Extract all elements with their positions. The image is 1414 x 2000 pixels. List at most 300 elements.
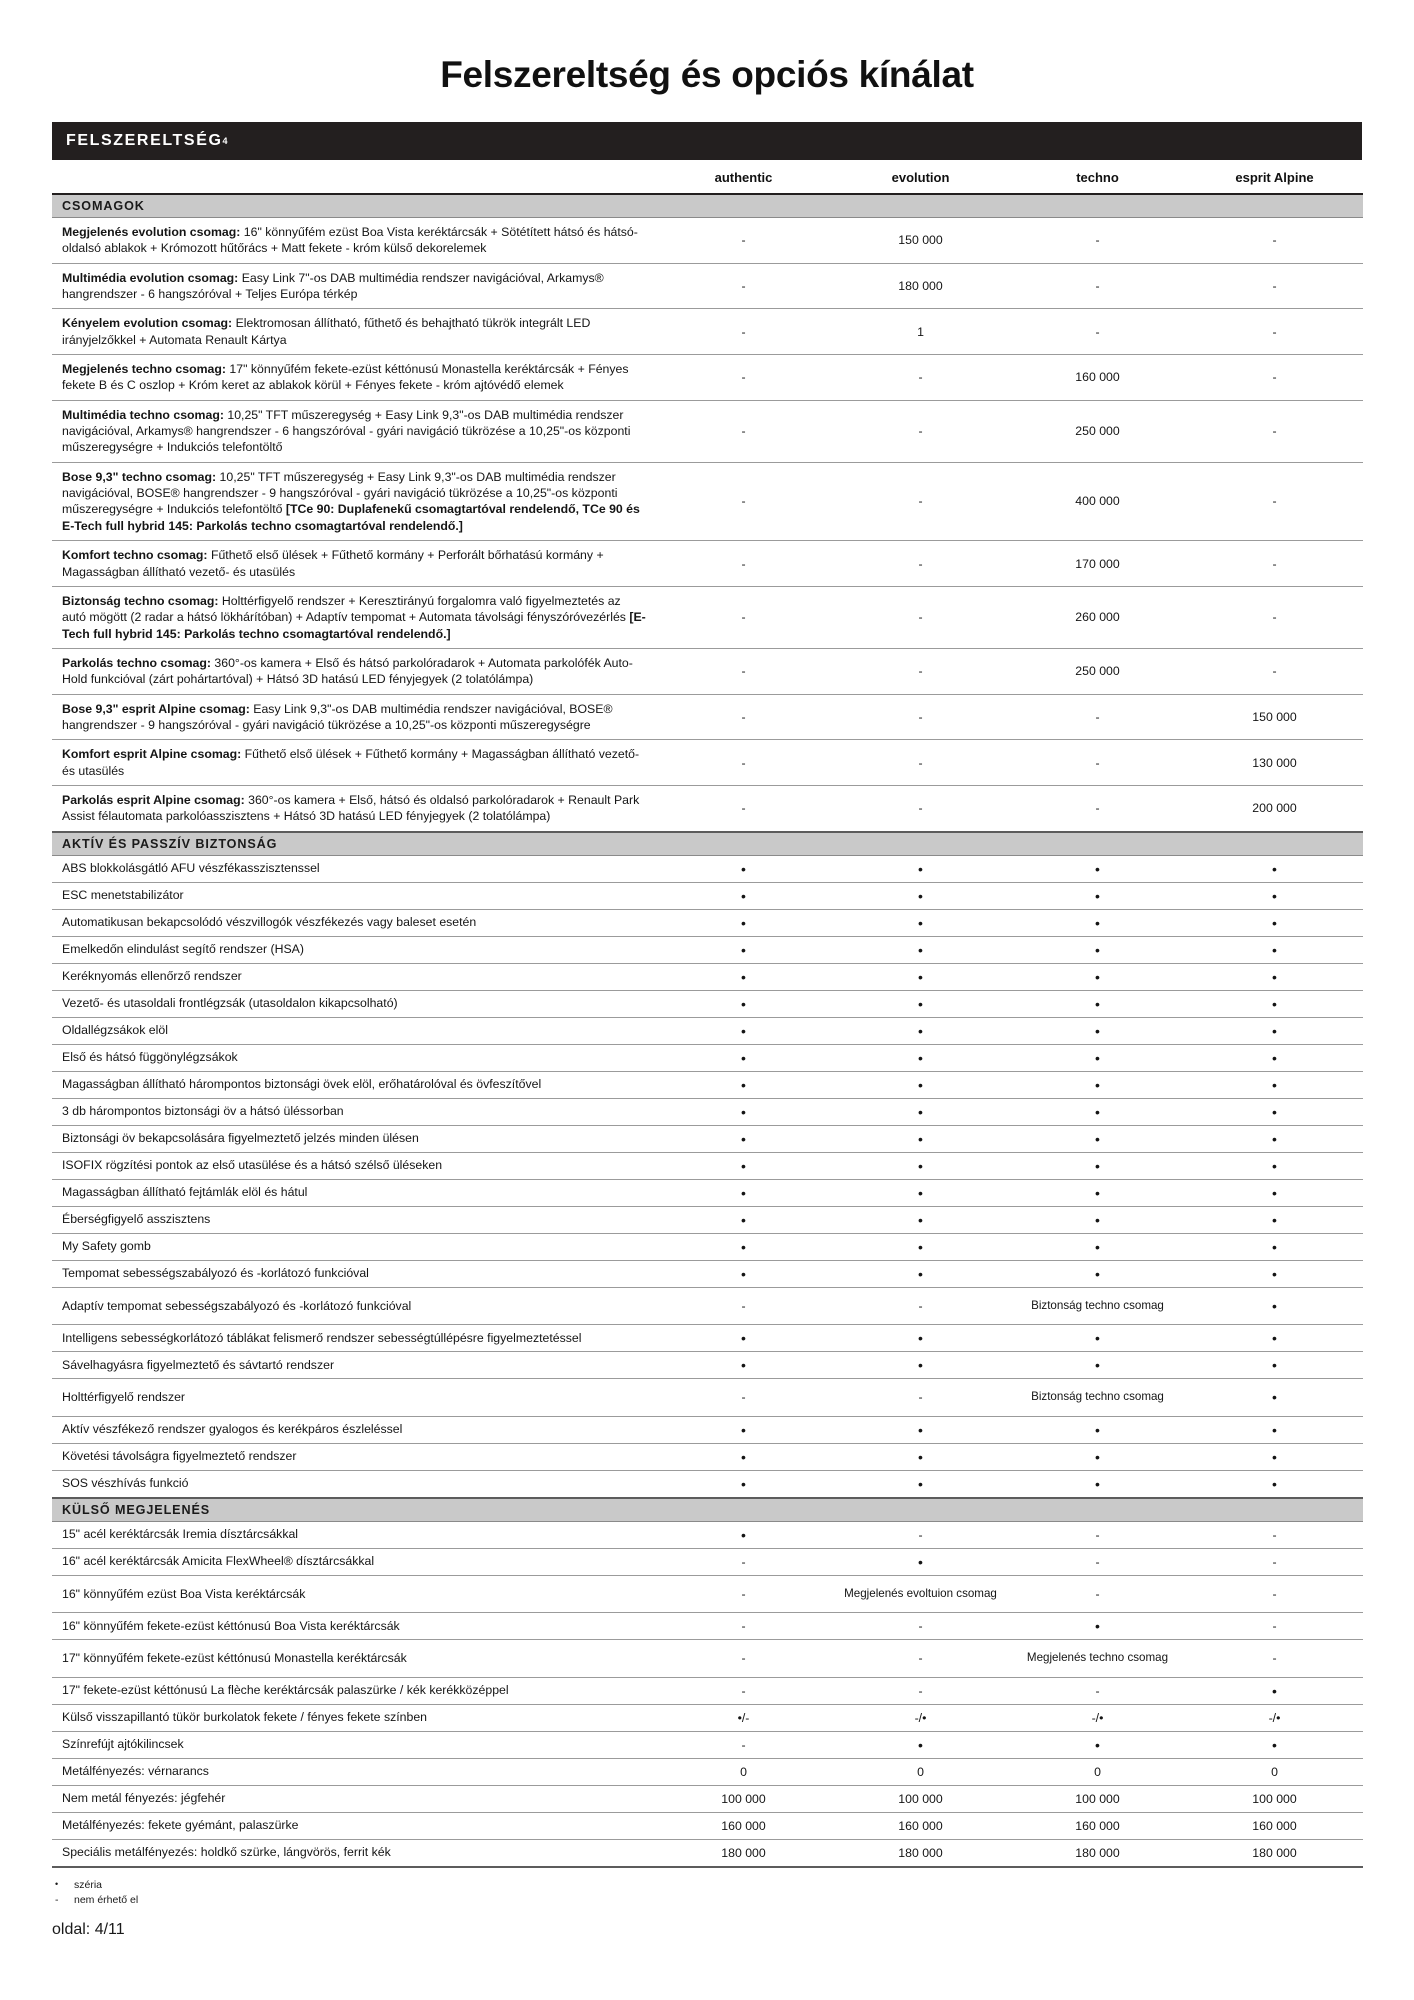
value-evolution: -: [832, 1287, 1009, 1324]
value-authentic: 180 000: [655, 1839, 832, 1867]
value-evolution: -: [832, 400, 1009, 462]
table-row: [52, 1352, 1363, 1379]
feature-description: Parkolás techno csomag: 360°-os kamera + Első és hátsó parkolóradarok + Automata parkolófék Auto-Hold funkcióval (zárt pohártartóval) + Hátsó 3D hatású LED fényjegyek (2 tolatólámpa): [52, 648, 655, 694]
value-authentic: -: [655, 1677, 832, 1704]
feature-description: Oldallégzsákok elöl: [52, 1017, 655, 1044]
value-esprit-alpine: •: [1186, 963, 1363, 990]
table-row: [52, 1613, 1363, 1640]
dash-symbol-icon: -: [55, 1894, 59, 1907]
column-header-description: [52, 160, 655, 194]
feature-name: Kényelem evolution csomag:: [62, 316, 233, 331]
value-techno: -: [1009, 218, 1186, 264]
feature-note: [TCe 90: Duplafenekű csomagtartóval rendelendő, TCe 90 és E-Tech full hybrid 145: Parkolás techno csomagtartóval rendelendő.]: [62, 502, 640, 533]
value-authentic: -: [655, 462, 832, 540]
value-evolution: •: [832, 1071, 1009, 1098]
value-techno: •: [1009, 963, 1186, 990]
value-techno: 100 000: [1009, 1785, 1186, 1812]
legend-unavailable-label: nem érhető el: [74, 1894, 139, 1907]
value-techno: •: [1009, 1071, 1186, 1098]
table-row: [52, 1125, 1363, 1152]
value-esprit-alpine: -: [1186, 541, 1363, 587]
value-techno: 170 000: [1009, 541, 1186, 587]
table-row: [52, 1812, 1363, 1839]
table-row: [52, 936, 1363, 963]
feature-description: Metálfényezés: fekete gyémánt, palaszürke: [52, 1812, 655, 1839]
value-evolution: •: [832, 1443, 1009, 1470]
value-authentic: •: [655, 936, 832, 963]
value-authentic: -: [655, 1379, 832, 1416]
value-authentic: -: [655, 785, 832, 831]
value-esprit-alpine: 200 000: [1186, 785, 1363, 831]
table-row: [52, 1677, 1363, 1704]
feature-description: Magasságban állítható fejtámlák elöl és hátul: [52, 1179, 655, 1206]
value-esprit-alpine: •: [1186, 1416, 1363, 1443]
value-evolution: -: [832, 1379, 1009, 1416]
value-authentic: •: [655, 1521, 832, 1548]
value-authentic: -: [655, 218, 832, 264]
feature-description: Tempomat sebességszabályozó és -korlátozó funkcióval: [52, 1260, 655, 1287]
value-techno: -: [1009, 263, 1186, 309]
value-evolution: •: [832, 990, 1009, 1017]
value-techno: •: [1009, 1017, 1186, 1044]
table-row: [52, 1098, 1363, 1125]
feature-description: 3 db hárompontos biztonsági öv a hátsó üléssorban: [52, 1098, 655, 1125]
value-techno: •: [1009, 1443, 1186, 1470]
feature-name: Bose 9,3" techno csomag:: [62, 469, 217, 484]
feature-description: Multimédia evolution csomag: Easy Link 7"-os DAB multimédia rendszer navigációval, Arkamys® hangrendszer - 6 hangszóróval + Teljes Európa térkép: [52, 263, 655, 309]
value-techno: 400 000: [1009, 462, 1186, 540]
feature-name: Parkolás esprit Alpine csomag:: [62, 792, 245, 807]
value-techno: 260 000: [1009, 586, 1186, 648]
value-techno: Biztonság techno csomag: [1009, 1379, 1186, 1416]
value-techno: •: [1009, 855, 1186, 882]
table-row: [52, 1416, 1363, 1443]
value-evolution: -: [832, 740, 1009, 786]
value-esprit-alpine: 0: [1186, 1758, 1363, 1785]
legend: [52, 1878, 1362, 1910]
value-esprit-alpine: •: [1186, 882, 1363, 909]
table-row: [52, 909, 1363, 936]
feature-description: Adaptív tempomat sebességszabályozó és -korlátozó funkcióval: [52, 1287, 655, 1324]
value-esprit-alpine: •: [1186, 1470, 1363, 1498]
table-row: [52, 694, 1363, 740]
feature-description: Parkolás esprit Alpine csomag: 360°-os kamera + Első, hátsó és oldalsó parkolóradarok + Renault Park Assist félautomata parkolóasszisztens + Hátsó 3D hatású LED fényjegyek (2 tolatólámpa): [52, 785, 655, 831]
table-row: [52, 1548, 1363, 1575]
value-evolution: •: [832, 882, 1009, 909]
value-techno: -/•: [1009, 1704, 1186, 1731]
feature-name: Megjelenés evolution csomag:: [62, 225, 241, 239]
feature-description: Nem metál fényezés: jégfehér: [52, 1785, 655, 1812]
section-header-row: [52, 1498, 1363, 1522]
value-authentic: 160 000: [655, 1812, 832, 1839]
value-esprit-alpine: •: [1186, 1677, 1363, 1704]
table-row: [52, 1044, 1363, 1071]
value-evolution: 180 000: [832, 263, 1009, 309]
value-authentic: -: [655, 1287, 832, 1324]
value-evolution: 1: [832, 309, 1009, 355]
value-authentic: •: [655, 990, 832, 1017]
feature-description: Biztonság techno csomag: Holttérfigyelő rendszer + Keresztirányú forgalomra való figyelmeztetés az autó mögött (2 radar a hátsó lökhárítóban) + Adaptív tempomat + Automata távolsági fényszóróvezérlés [E-Tech full hybrid 145: Parkolás techno csomagtartóval rendelendő.]: [52, 586, 655, 648]
value-esprit-alpine: •: [1186, 1233, 1363, 1260]
value-techno: •: [1009, 1470, 1186, 1498]
value-techno: •: [1009, 1233, 1186, 1260]
table-row: [52, 1704, 1363, 1731]
value-evolution: •: [832, 1044, 1009, 1071]
value-evolution: •: [832, 1152, 1009, 1179]
value-techno: •: [1009, 1179, 1186, 1206]
feature-name: Komfort esprit Alpine csomag:: [62, 747, 242, 762]
value-authentic: •/-: [655, 1704, 832, 1731]
value-authentic: •: [655, 1071, 832, 1098]
value-esprit-alpine: 100 000: [1186, 1785, 1363, 1812]
value-esprit-alpine: •: [1186, 909, 1363, 936]
value-authentic: •: [655, 1416, 832, 1443]
feature-description: Sávelhagyásra figyelmeztető és sávtartó rendszer: [52, 1352, 655, 1379]
value-evolution: 150 000: [832, 218, 1009, 264]
value-techno: •: [1009, 882, 1186, 909]
table-row: [52, 990, 1363, 1017]
legend-item-standard: [52, 1878, 1362, 1894]
feature-description: Multimédia techno csomag: 10,25" TFT műszeregység + Easy Link 9,3"-os DAB multimédia rendszer navigációval, Arkamys® hangrendszer - 6 hangszóróval - gyári navigáció tükrözése a 10,25"-os központi műszeregységre + Indukciós telefontöltő: [52, 400, 655, 462]
value-esprit-alpine: •: [1186, 1017, 1363, 1044]
feature-name: Komfort techno csomag:: [62, 548, 208, 563]
feature-name: Biztonság techno csomag:: [62, 593, 219, 608]
value-evolution: •: [832, 909, 1009, 936]
value-esprit-alpine: •: [1186, 1125, 1363, 1152]
feature-description: 17" könnyűfém fekete-ezüst kéttónusú Monastella keréktárcsák: [52, 1640, 655, 1677]
section-header-row: [52, 194, 1363, 218]
feature-description: Aktív vészfékező rendszer gyalogos és kerékpáros észleléssel: [52, 1416, 655, 1443]
value-techno: •: [1009, 1044, 1186, 1071]
value-esprit-alpine: •: [1186, 1071, 1363, 1098]
value-evolution: -: [832, 355, 1009, 401]
value-esprit-alpine: -: [1186, 400, 1363, 462]
value-esprit-alpine: •: [1186, 1152, 1363, 1179]
table-header: [52, 160, 1363, 194]
value-techno: -: [1009, 1575, 1186, 1612]
table-row: [52, 1179, 1363, 1206]
value-esprit-alpine: 150 000: [1186, 694, 1363, 740]
table-row: [52, 541, 1363, 587]
value-techno: •: [1009, 1260, 1186, 1287]
table-row: [52, 586, 1363, 648]
value-techno: •: [1009, 1731, 1186, 1758]
table-row: [52, 648, 1363, 694]
feature-description: SOS vészhívás funkció: [52, 1470, 655, 1498]
value-techno: 0: [1009, 1758, 1186, 1785]
value-authentic: -: [655, 309, 832, 355]
value-authentic: 0: [655, 1758, 832, 1785]
feature-description: Keréknyomás ellenőrző rendszer: [52, 963, 655, 990]
value-techno: •: [1009, 1352, 1186, 1379]
value-evolution: •: [832, 1017, 1009, 1044]
value-esprit-alpine: 180 000: [1186, 1839, 1363, 1867]
feature-description: Bose 9,3" esprit Alpine csomag: Easy Link 9,3"-os DAB multimédia rendszer navigációval, BOSE® hangrendszer - 9 hangszóróval - gyári navigáció tükrözése a 10,25"-os központi műszeregységre: [52, 694, 655, 740]
band-label: FELSZERELTSÉG: [66, 132, 223, 149]
section-title: AKTÍV ÉS PASSZÍV BIZTONSÁG: [52, 832, 1363, 856]
value-esprit-alpine: -: [1186, 309, 1363, 355]
feature-description: ESC menetstabilizátor: [52, 882, 655, 909]
feature-description: Megjelenés techno csomag: 17" könnyűfém fekete-ezüst kéttónusú Monastella keréktárcsák + Fényes fekete B és C oszlop + Króm keret az ablakok körül + Fényes fekete - króm ajtóvédő elemek: [52, 355, 655, 401]
feature-description: Kényelem evolution csomag: Elektromosan állítható, fűthető és behajtható tükrök integrált LED irányjelzőkkel + Automata Renault Kártya: [52, 309, 655, 355]
value-esprit-alpine: •: [1186, 936, 1363, 963]
legend-item-unavailable: [52, 1893, 1362, 1909]
value-evolution: •: [832, 1416, 1009, 1443]
feature-description: 15" acél keréktárcsák Iremia dísztárcsákkal: [52, 1521, 655, 1548]
bullet-symbol-icon: •: [55, 1878, 59, 1889]
value-techno: 180 000: [1009, 1839, 1186, 1867]
value-techno: 250 000: [1009, 648, 1186, 694]
feature-description: Külső visszapillantó tükör burkolatok fekete / fényes fekete színben: [52, 1704, 655, 1731]
value-esprit-alpine: •: [1186, 1260, 1363, 1287]
value-evolution: •: [832, 1179, 1009, 1206]
value-evolution: •: [832, 936, 1009, 963]
value-evolution: 160 000: [832, 1812, 1009, 1839]
value-techno: •: [1009, 990, 1186, 1017]
feature-description: Metálfényezés: vérnarancs: [52, 1758, 655, 1785]
value-evolution: -/•: [832, 1704, 1009, 1731]
value-evolution: •: [832, 963, 1009, 990]
value-evolution: 180 000: [832, 1839, 1009, 1867]
value-authentic: -: [655, 1548, 832, 1575]
value-techno: •: [1009, 1613, 1186, 1640]
value-techno: •: [1009, 936, 1186, 963]
value-esprit-alpine: -: [1186, 586, 1363, 648]
value-esprit-alpine: •: [1186, 1098, 1363, 1125]
value-authentic: -: [655, 1731, 832, 1758]
section-title: KÜLSŐ MEGJELENÉS: [52, 1498, 1363, 1522]
table-row: [52, 218, 1363, 264]
value-evolution: •: [832, 1206, 1009, 1233]
value-esprit-alpine: •: [1186, 1325, 1363, 1352]
value-authentic: •: [655, 963, 832, 990]
page-title: Felszereltség és opciós kínálat: [440, 54, 974, 95]
table-row: [52, 785, 1363, 831]
value-authentic: •: [655, 1206, 832, 1233]
table-row: [52, 1325, 1363, 1352]
value-authentic: -: [655, 740, 832, 786]
value-techno: -: [1009, 1677, 1186, 1704]
value-evolution: -: [832, 694, 1009, 740]
value-techno: •: [1009, 1325, 1186, 1352]
value-authentic: •: [655, 1352, 832, 1379]
value-authentic: -: [655, 1575, 832, 1612]
table-row: [52, 1640, 1363, 1677]
value-esprit-alpine: -: [1186, 355, 1363, 401]
value-authentic: -: [655, 400, 832, 462]
feature-note: [E-Tech full hybrid 145: Parkolás techno csomagtartóval rendelendő.]: [62, 610, 646, 641]
value-authentic: -: [655, 694, 832, 740]
value-evolution: •: [832, 1098, 1009, 1125]
value-authentic: •: [655, 882, 832, 909]
value-techno: •: [1009, 1098, 1186, 1125]
table-row: [52, 1443, 1363, 1470]
feature-description: My Safety gomb: [52, 1233, 655, 1260]
value-evolution: 0: [832, 1758, 1009, 1785]
value-esprit-alpine: •: [1186, 1352, 1363, 1379]
value-evolution: -: [832, 1613, 1009, 1640]
value-evolution: -: [832, 648, 1009, 694]
value-evolution: •: [832, 1260, 1009, 1287]
value-authentic: •: [655, 1179, 832, 1206]
value-authentic: 100 000: [655, 1785, 832, 1812]
feature-description: Speciális metálfényezés: holdkő szürke, lángvörös, ferrit kék: [52, 1839, 655, 1867]
value-techno: 160 000: [1009, 355, 1186, 401]
feature-description: 16" könnyűfém fekete-ezüst kéttónusú Boa Vista keréktárcsák: [52, 1613, 655, 1640]
value-evolution: -: [832, 1521, 1009, 1548]
value-techno: •: [1009, 909, 1186, 936]
legend-standard-label: széria: [74, 1878, 103, 1891]
value-authentic: -: [655, 586, 832, 648]
value-authentic: -: [655, 1613, 832, 1640]
value-esprit-alpine: -: [1186, 1575, 1363, 1612]
value-authentic: -: [655, 648, 832, 694]
value-evolution: -: [832, 1677, 1009, 1704]
feature-description: Automatikusan bekapcsolódó vészvillogók vészfékezés vagy baleset esetén: [52, 909, 655, 936]
feature-description: Emelkedőn elindulást segítő rendszer (HSA): [52, 936, 655, 963]
feature-description: Éberségfigyelő asszisztens: [52, 1206, 655, 1233]
value-esprit-alpine: •: [1186, 1379, 1363, 1416]
value-authentic: •: [655, 1017, 832, 1044]
value-authentic: •: [655, 1260, 832, 1287]
feature-description: Megjelenés evolution csomag: 16" könnyűfém ezüst Boa Vista keréktárcsák + Sötétített hátsó és hátsó-oldalsó ablakok + Krómozott hűtőrács + Matt fekete - króm külső dekorelemek: [52, 218, 655, 264]
value-techno: -: [1009, 785, 1186, 831]
value-esprit-alpine: -: [1186, 1640, 1363, 1677]
value-esprit-alpine: -: [1186, 1548, 1363, 1575]
value-evolution: •: [832, 1233, 1009, 1260]
value-authentic: •: [655, 1325, 832, 1352]
table-row: [52, 1785, 1363, 1812]
value-evolution: •: [832, 1352, 1009, 1379]
table-row: [52, 1260, 1363, 1287]
value-evolution: -: [832, 785, 1009, 831]
table-row: [52, 263, 1363, 309]
value-evolution: -: [832, 541, 1009, 587]
feature-description: 16" acél keréktárcsák Amicita FlexWheel® dísztárcsákkal: [52, 1548, 655, 1575]
value-authentic: -: [655, 355, 832, 401]
value-evolution: •: [832, 1325, 1009, 1352]
value-techno: •: [1009, 1206, 1186, 1233]
value-evolution: 100 000: [832, 1785, 1009, 1812]
section-header-row: [52, 832, 1363, 856]
table-row: [52, 400, 1363, 462]
column-header-authentic: authentic: [655, 160, 832, 194]
page-number: oldal: 4/11: [52, 1921, 125, 1939]
value-evolution: •: [832, 1125, 1009, 1152]
value-authentic: •: [655, 1125, 832, 1152]
feature-description: Vezető- és utasoldali frontlégzsák (utasoldalon kikapcsolható): [52, 990, 655, 1017]
table-body: [52, 194, 1363, 1867]
table-row: [52, 1206, 1363, 1233]
table-row: [52, 1017, 1363, 1044]
feature-description: Biztonsági öv bekapcsolására figyelmeztető jelzés minden ülésen: [52, 1125, 655, 1152]
value-authentic: •: [655, 1044, 832, 1071]
value-esprit-alpine: •: [1186, 1044, 1363, 1071]
feature-name: Megjelenés techno csomag:: [62, 362, 227, 377]
value-authentic: -: [655, 263, 832, 309]
feature-description: 17" fekete-ezüst kéttónusú La flèche keréktárcsák palaszürke / kék kerékközéppel: [52, 1677, 655, 1704]
value-evolution: •: [832, 855, 1009, 882]
value-authentic: •: [655, 1443, 832, 1470]
value-esprit-alpine: •: [1186, 1206, 1363, 1233]
value-techno: 250 000: [1009, 400, 1186, 462]
value-techno: -: [1009, 309, 1186, 355]
table-row: [52, 740, 1363, 786]
equipment-table: [52, 160, 1363, 1868]
value-evolution: Megjelenés evoltuion csomag: [832, 1575, 1009, 1612]
value-esprit-alpine: •: [1186, 990, 1363, 1017]
value-authentic: •: [655, 855, 832, 882]
value-esprit-alpine: -: [1186, 218, 1363, 264]
value-techno: 160 000: [1009, 1812, 1186, 1839]
value-esprit-alpine: -: [1186, 263, 1363, 309]
value-authentic: •: [655, 909, 832, 936]
value-authentic: •: [655, 1470, 832, 1498]
column-header-techno: techno: [1009, 160, 1186, 194]
feature-name: Bose 9,3" esprit Alpine csomag:: [62, 701, 250, 716]
value-evolution: •: [832, 1470, 1009, 1498]
value-esprit-alpine: 130 000: [1186, 740, 1363, 786]
value-techno: Megjelenés techno csomag: [1009, 1640, 1186, 1677]
feature-description: Színrefújt ajtókilincsek: [52, 1731, 655, 1758]
feature-description: 16" könnyűfém ezüst Boa Vista keréktárcsák: [52, 1575, 655, 1612]
feature-description: Első és hátsó függönylégzsákok: [52, 1044, 655, 1071]
value-esprit-alpine: •: [1186, 1179, 1363, 1206]
value-authentic: -: [655, 1640, 832, 1677]
value-evolution: -: [832, 586, 1009, 648]
feature-description: Bose 9,3" techno csomag: 10,25" TFT műszeregység + Easy Link 9,3"-os DAB multimédia rendszer navigációval, BOSE® hangrendszer - 9 hangszóróval - gyári navigáció tükrözése a 10,25"-os központi műszeregységre + Indukciós telefontöltő [TCe 90: Duplafenekű csomagtartóval rendelendő, TCe 90 és E-Tech full hybrid 145: Parkolás techno csomagtartóval rendelendő.]: [52, 462, 655, 540]
feature-description: Komfort esprit Alpine csomag: Fűthető első ülések + Fűthető kormány + Magasságban állítható vezető- és utasülés: [52, 740, 655, 786]
table-row: [52, 963, 1363, 990]
value-techno: •: [1009, 1152, 1186, 1179]
table-row: [52, 1758, 1363, 1785]
table-row: [52, 1233, 1363, 1260]
table-row: [52, 1470, 1363, 1498]
feature-description: ABS blokkolásgátló AFU vészfékasszisztenssel: [52, 855, 655, 882]
section-band-felszereltseg: [52, 122, 1362, 160]
feature-name: Multimédia techno csomag:: [62, 407, 224, 422]
value-evolution: -: [832, 462, 1009, 540]
table-row: [52, 882, 1363, 909]
table-row: [52, 1152, 1363, 1179]
value-techno: -: [1009, 740, 1186, 786]
table-row: [52, 1521, 1363, 1548]
value-authentic: •: [655, 1152, 832, 1179]
table-row: [52, 1839, 1363, 1867]
value-techno: -: [1009, 1521, 1186, 1548]
table-row: [52, 1731, 1363, 1758]
table-row: [52, 1379, 1363, 1416]
feature-description: Holttérfigyelő rendszer: [52, 1379, 655, 1416]
column-header-evolution: evolution: [832, 160, 1009, 194]
table-row: [52, 1071, 1363, 1098]
value-esprit-alpine: -: [1186, 1613, 1363, 1640]
feature-name: Multimédia evolution csomag:: [62, 270, 239, 285]
feature-description: ISOFIX rögzítési pontok az első utasülése és a hátsó szélső üléseken: [52, 1152, 655, 1179]
value-esprit-alpine: •: [1186, 1287, 1363, 1324]
value-authentic: •: [655, 1098, 832, 1125]
value-esprit-alpine: •: [1186, 1731, 1363, 1758]
value-esprit-alpine: -: [1186, 462, 1363, 540]
value-esprit-alpine: -/•: [1186, 1704, 1363, 1731]
table-row: [52, 855, 1363, 882]
value-techno: •: [1009, 1125, 1186, 1152]
feature-description: Magasságban állítható hárompontos biztonsági övek elöl, erőhatárolóval és övfeszítővel: [52, 1071, 655, 1098]
value-techno: •: [1009, 1416, 1186, 1443]
value-esprit-alpine: •: [1186, 855, 1363, 882]
column-header-esprit-alpine: esprit Alpine: [1186, 160, 1363, 194]
value-techno: -: [1009, 1548, 1186, 1575]
